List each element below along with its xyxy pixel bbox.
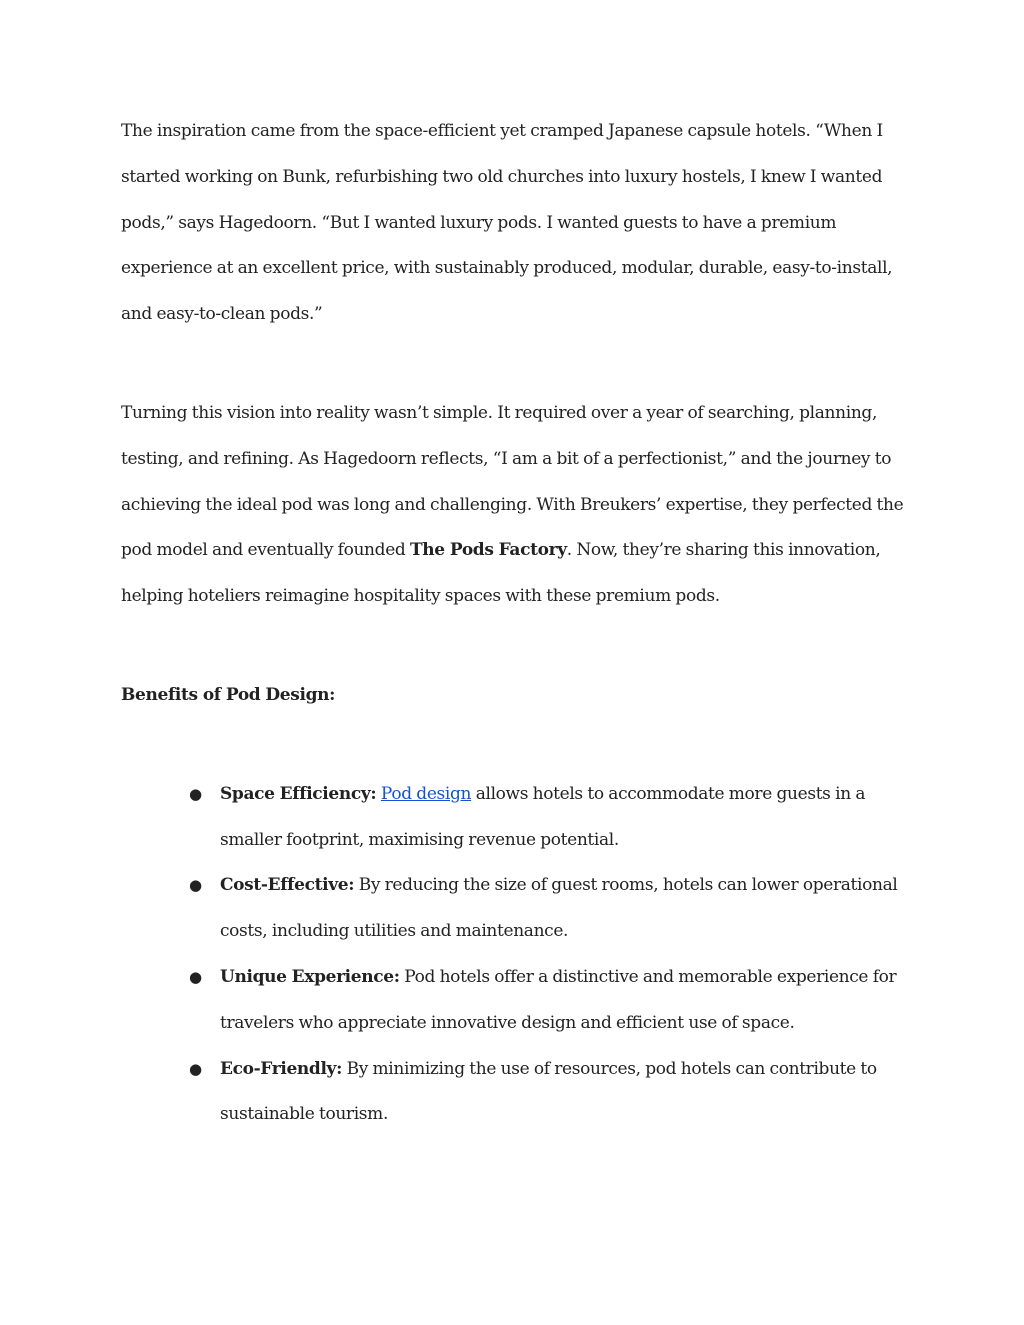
benefit-text: Pod hotels offer a distinctive and memorable experience for travelers who appreciate innovative design and efficient use of space.: [220, 966, 897, 1033]
bullet-icon: ●: [189, 876, 202, 895]
benefit-title: Unique Experience:: [220, 966, 400, 987]
benefit-title: Space Efficiency:: [220, 783, 377, 804]
benefit-title: Cost-Effective:: [220, 875, 355, 896]
paragraph-vision: [121, 391, 911, 620]
benefit-item-space-efficiency: [189, 772, 911, 864]
benefit-text: By reducing the size of guest rooms, hotels can lower operational costs, including utilities and maintenance.: [220, 875, 898, 942]
benefits-heading: Benefits of Pod Design:: [121, 684, 336, 705]
document-page: [121, 109, 911, 1138]
benefits-list: [121, 772, 911, 1138]
pod-design-link[interactable]: Pod design: [380, 783, 472, 804]
benefit-item-cost-effective: [189, 863, 911, 955]
benefit-text: allows hotels to accommodate more guests in a smaller footprint, maximising revenue potential.: [220, 783, 866, 850]
benefit-title: Eco-Friendly:: [220, 1058, 343, 1079]
paragraph-vision-text-before: Turning this vision into reality wasn’t simple. It required over a year of searching, planning, testing, and refining. As Hagedoorn reflects, “I am a bit of a perfectionist,” and the journey to achieving the ideal pod was long and challenging. With Breukers’ expertise, they perfected the pod model and eventually founded: [121, 402, 904, 561]
company-name-bold: The Pods Factory: [410, 540, 567, 561]
benefit-item-unique-experience: [189, 955, 911, 1047]
benefit-text: By minimizing the use of resources, pod hotels can contribute to sustainable tourism.: [220, 1058, 877, 1125]
paragraph-vision-text-after: . Now, they’re sharing this innovation, helping hoteliers reimagine hospitality spaces with these premium pods.: [121, 540, 881, 607]
bullet-icon: ●: [189, 784, 202, 803]
paragraph-inspiration: The inspiration came from the space-efficient yet cramped Japanese capsule hotels. “When I started working on Bunk, refurbishing two old churches into luxury hostels, I knew I wanted pods,” says Hagedoorn. “But I wanted luxury pods. I wanted guests to have a premium experience at an excellent price, with sustainably produced, modular, durable, easy-to-install, and easy-to-clean pods.”: [121, 121, 893, 325]
bullet-icon: ●: [189, 967, 202, 986]
bullet-icon: ●: [189, 1059, 202, 1078]
benefit-item-eco-friendly: [189, 1047, 911, 1139]
